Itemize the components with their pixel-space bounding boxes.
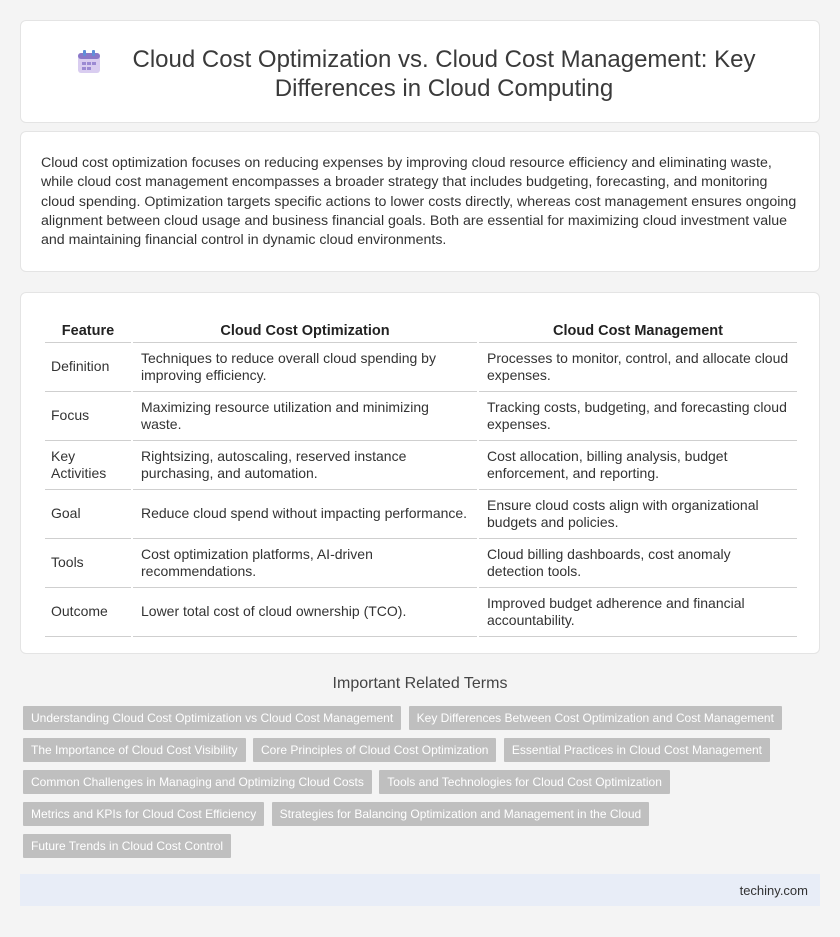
- optimization-cell: Cost optimization platforms, AI-driven recommendations.: [133, 539, 477, 588]
- comparison-table: [43, 313, 799, 637]
- related-terms-title: Important Related Terms: [332, 675, 508, 692]
- intro-card: [20, 131, 820, 272]
- title-card: [20, 20, 820, 123]
- related-term-tag[interactable]: Essential Practices in Cloud Cost Management: [504, 738, 770, 762]
- feature-cell: Focus: [45, 392, 131, 441]
- table-row: [45, 588, 797, 637]
- table-row: [45, 490, 797, 539]
- feature-cell: Key Activities: [45, 441, 131, 490]
- page-title: Cloud Cost Optimization vs. Cloud Cost Management: Key Differences in Cloud Computing: [132, 46, 756, 102]
- table-row: [45, 343, 797, 392]
- management-cell: Processes to monitor, control, and allocate cloud expenses.: [479, 343, 797, 392]
- feature-cell: Goal: [45, 490, 131, 539]
- optimization-cell: Techniques to reduce overall cloud spending by improving efficiency.: [133, 343, 477, 392]
- related-term-tag[interactable]: The Importance of Cloud Cost Visibility: [23, 738, 246, 762]
- header-optimization: Cloud Cost Optimization: [133, 313, 477, 343]
- calendar-icon: [76, 49, 102, 75]
- related-term-tag[interactable]: Core Principles of Cloud Cost Optimization: [253, 738, 496, 762]
- related-term-tag[interactable]: Strategies for Balancing Optimization and Management in the Cloud: [272, 802, 650, 826]
- management-cell: Tracking costs, budgeting, and forecasting cloud expenses.: [479, 392, 797, 441]
- related-term-tag[interactable]: Understanding Cloud Cost Optimization vs Cloud Cost Management: [23, 706, 401, 730]
- footer: [20, 874, 820, 906]
- optimization-cell: Reduce cloud spend without impacting performance.: [133, 490, 477, 539]
- management-cell: Improved budget adherence and financial accountability.: [479, 588, 797, 637]
- header-feature: Feature: [45, 313, 131, 343]
- optimization-cell: Rightsizing, autoscaling, reserved instance purchasing, and automation.: [133, 441, 477, 490]
- feature-cell: Outcome: [45, 588, 131, 637]
- management-cell: Cloud billing dashboards, cost anomaly detection tools.: [479, 539, 797, 588]
- table-row: [45, 392, 797, 441]
- table-header-row: [45, 313, 797, 343]
- header-management: Cloud Cost Management: [479, 313, 797, 343]
- optimization-cell: Maximizing resource utilization and minimizing waste.: [133, 392, 477, 441]
- optimization-cell: Lower total cost of cloud ownership (TCO).: [133, 588, 477, 637]
- management-cell: Ensure cloud costs align with organizational budgets and policies.: [479, 490, 797, 539]
- related-term-tag[interactable]: Common Challenges in Managing and Optimizing Cloud Costs: [23, 770, 372, 794]
- related-term-tag[interactable]: Key Differences Between Cost Optimization and Cost Management: [409, 706, 782, 730]
- related-term-tag[interactable]: Metrics and KPIs for Cloud Cost Efficiency: [23, 802, 264, 826]
- table-row: [45, 441, 797, 490]
- table-row: [45, 539, 797, 588]
- related-terms-list: [23, 706, 823, 866]
- feature-cell: Tools: [45, 539, 131, 588]
- related-term-tag[interactable]: Tools and Technologies for Cloud Cost Optimization: [379, 770, 670, 794]
- intro-paragraph: Cloud cost optimization focuses on reducing expenses by improving cloud resource efficiency and eliminating waste, while cloud cost management encompasses a broader strategy that includes budgeting, forecasting, and monitoring cloud spending. Optimization targets specific actions to lower costs directly, whereas cost management ensures ongoing alignment between cloud usage and business financial goals. Both are essential for maximizing cloud investment value and maintaining financial control in dynamic cloud environments.: [41, 155, 797, 249]
- management-cell: Cost allocation, billing analysis, budget enforcement, and reporting.: [479, 441, 797, 490]
- comparison-card: [20, 292, 820, 654]
- related-term-tag[interactable]: Future Trends in Cloud Cost Control: [23, 834, 231, 858]
- footer-site-link[interactable]: techiny.com: [739, 883, 808, 898]
- feature-cell: Definition: [45, 343, 131, 392]
